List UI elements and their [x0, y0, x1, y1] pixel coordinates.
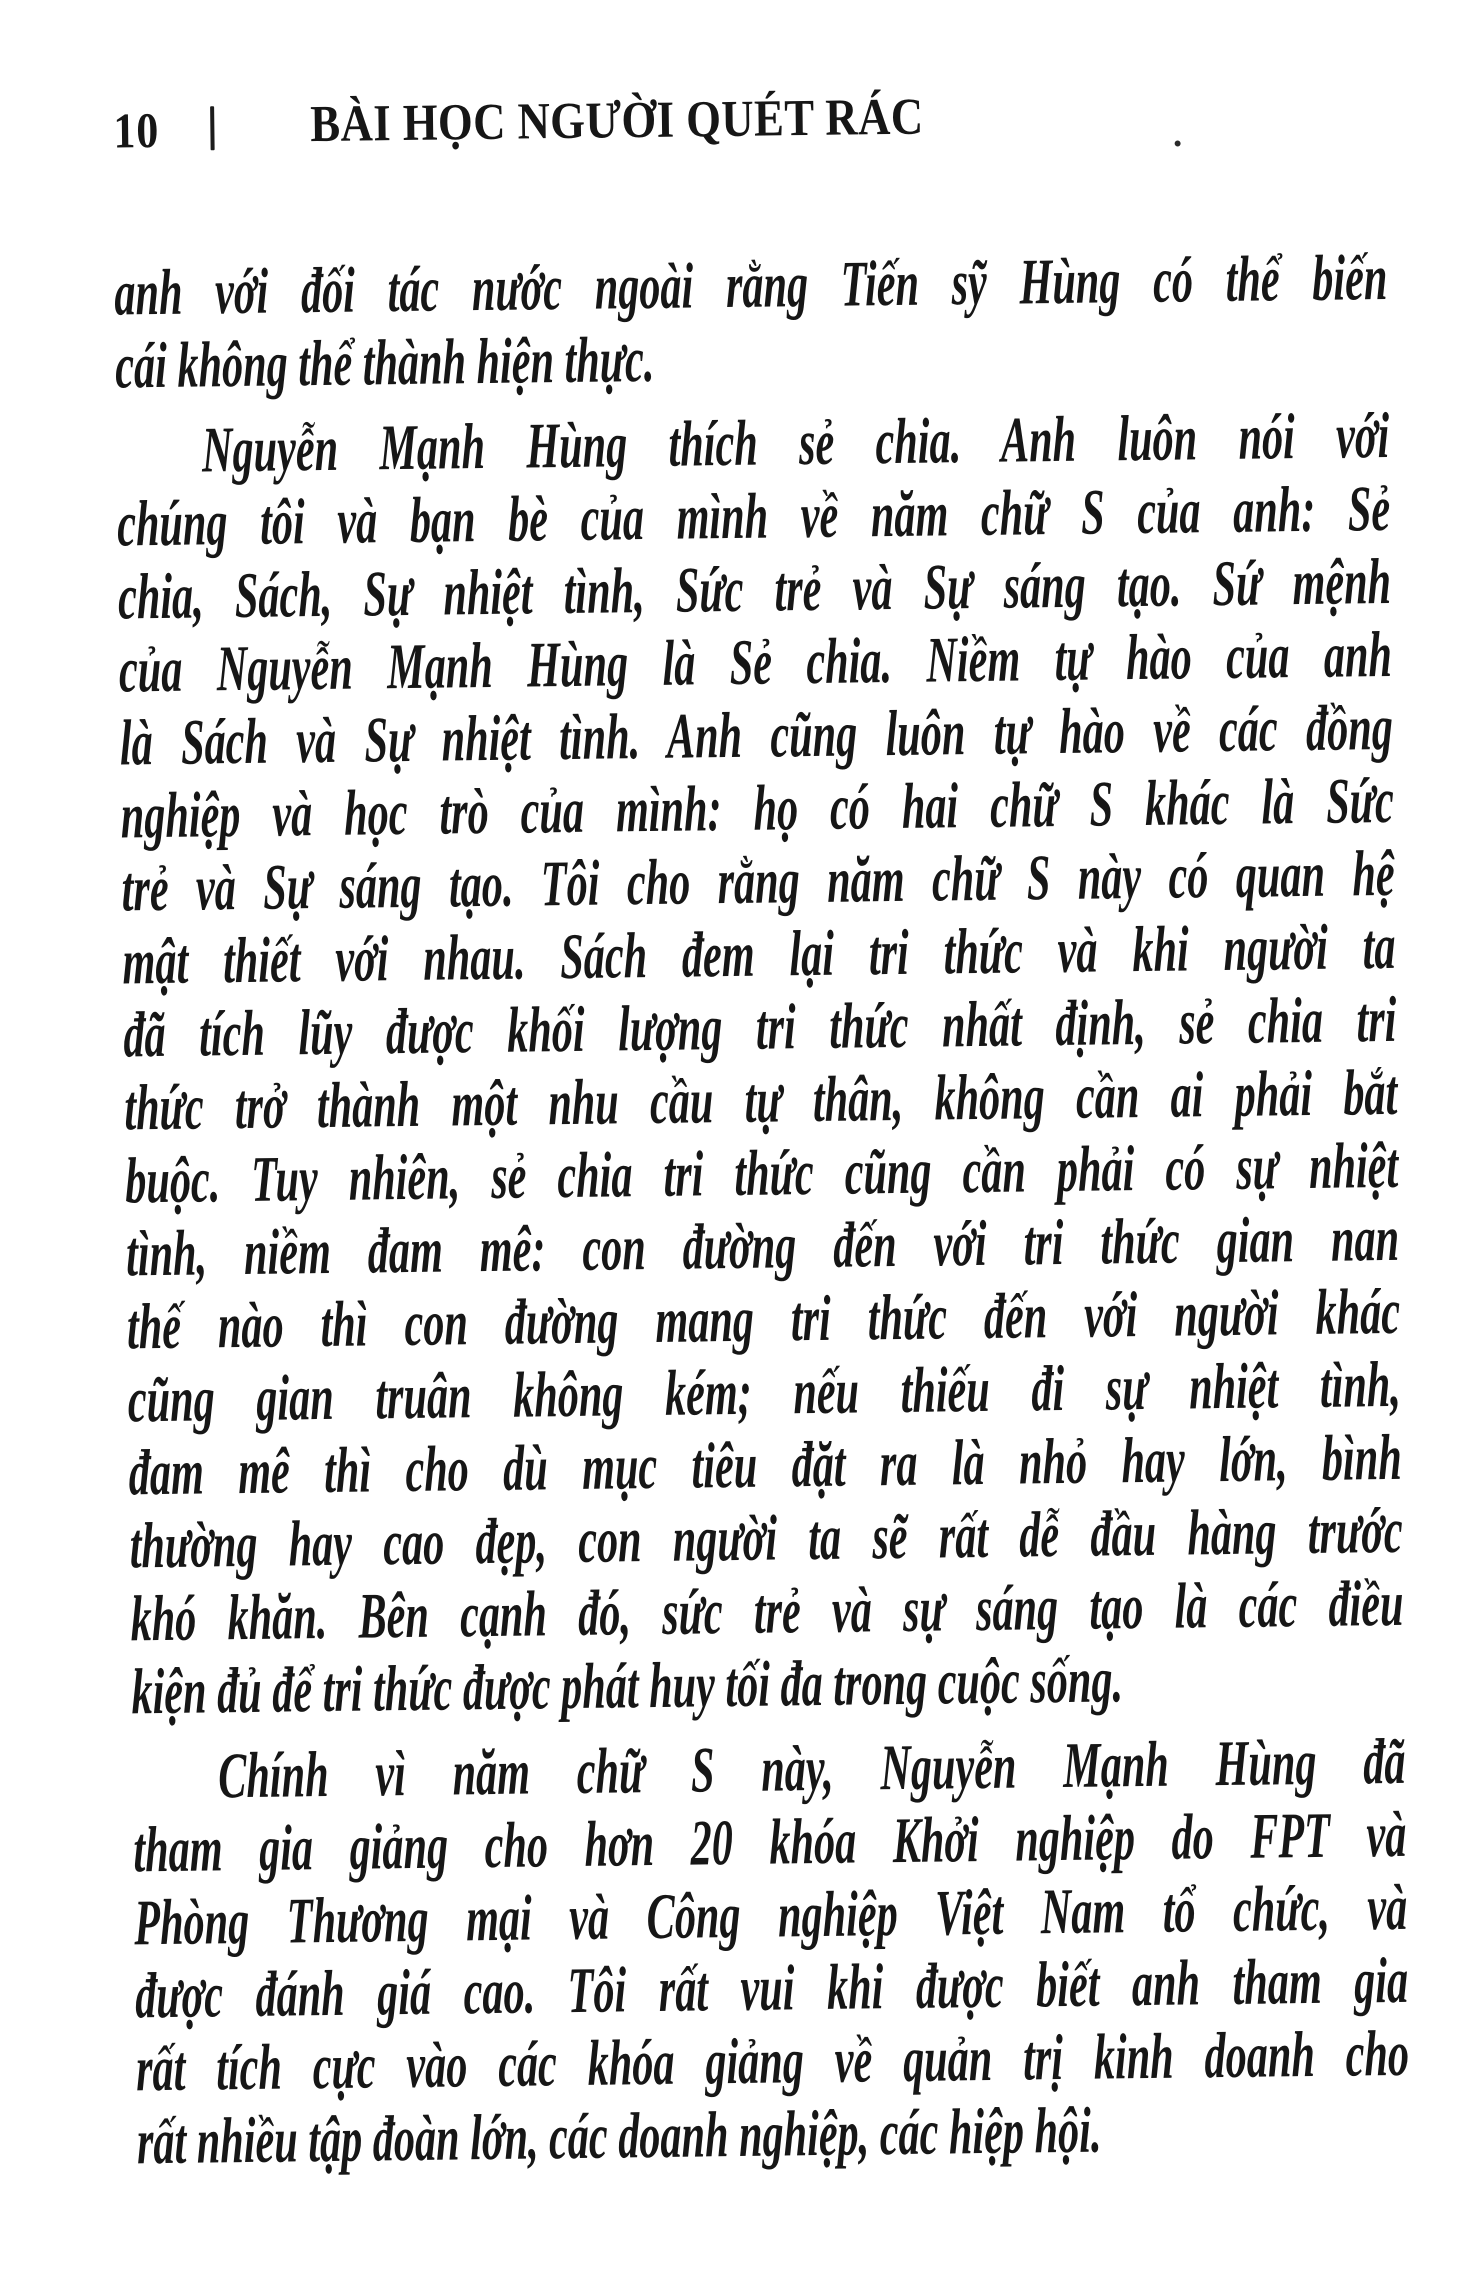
page-number: 10 [113, 101, 160, 159]
text-line: khó khăn. Bên cạnh đó, sức trẻ và sự sáng tạo là các điều [130, 1567, 1404, 1656]
text-line: Phòng Thương mại và Công nghiệp Việt Nam tổ chức, và [133, 1871, 1408, 1960]
text-line: đam mê thì cho dù mục tiêu đặt ra là nhỏ hay lớn, bình [128, 1421, 1403, 1510]
text-line: rất nhiều tập đoàn lớn, các doanh nghiệp, các hiệp hội. [136, 2094, 1102, 2179]
page-body [114, 242, 1410, 2179]
text-line: Chính vì năm chữ S này, Nguyễn Mạnh Hùng đã [217, 1725, 1406, 1813]
text-line: của Nguyễn Mạnh Hùng là Sẻ chia. Niềm tự hào của anh [118, 618, 1393, 707]
text-line: được đánh giá cao. Tôi rất vui khi được biết anh tham gia [134, 1944, 1409, 2033]
text-line: rất tích cực vào các khóa giảng về quản trị kinh doanh cho [135, 2017, 1410, 2106]
text-line: là Sách và Sự nhiệt tình. Anh cũng luôn tự hào về các đồng [119, 691, 1394, 780]
text-line: anh với đối tác nước ngoài rằng Tiến sỹ Hùng có thể biến [113, 241, 1388, 330]
text-line: tình, niềm đam mê: con đường đến với tri thức gian nan [125, 1202, 1400, 1291]
text-line: chia, Sách, Sự nhiệt tình, Sức trẻ và Sự sáng tạo. Sứ mệnh [117, 545, 1392, 634]
text-line: chúng tôi và bạn bè của mình về năm chữ S của anh: Sẻ [116, 472, 1391, 561]
scan-speck [1175, 140, 1181, 146]
text-line: đã tích lũy được khối lượng tri thức nhất định, sẻ chia tri [123, 983, 1397, 1072]
text-line: thức trở thành một nhu cầu tự thân, không cần ai phải bắt [123, 1056, 1398, 1145]
running-title: BÀI HỌC NGƯỜI QUÉT RÁC [309, 88, 924, 154]
paragraph-1 [114, 242, 1389, 404]
header-separator-bar [210, 106, 215, 150]
text-line: cũng gian truân không kém; nếu thiếu đi sự nhiệt tình, [127, 1348, 1402, 1437]
text-line: thế nào thì con đường mang tri thức đến với người khác [126, 1275, 1401, 1364]
text-line: kiện đủ để tri thức được phát huy tối đa trong cuộc sống. [131, 1644, 1124, 1729]
text-line: buộc. Tuy nhiên, sẻ chia tri thức cũng cần phải có sự nhiệt [124, 1129, 1399, 1218]
text-line: thường hay cao đẹp, con người ta sẽ rất dễ đầu hàng trước [129, 1494, 1404, 1583]
running-header [113, 88, 924, 159]
paragraph-3 [132, 1726, 1410, 2180]
text-line: tham gia giảng cho hơn 20 khóa Khởi nghiệp do FPT và [132, 1798, 1407, 1887]
text-line: nghiệp và học trò của mình: họ có hai chữ S khác là Sức [120, 764, 1395, 853]
text-line: trẻ và Sự sáng tạo. Tôi cho rằng năm chữ S này có quan hệ [121, 837, 1396, 926]
text-line: Nguyễn Mạnh Hùng thích sẻ chia. Anh luôn nói với [201, 399, 1390, 487]
text-line: cái không thể thành hiện thực. [114, 323, 655, 403]
paragraph-2 [116, 400, 1405, 1729]
text-line: mật thiết với nhau. Sách đem lại tri thức và khi người ta [122, 910, 1396, 999]
